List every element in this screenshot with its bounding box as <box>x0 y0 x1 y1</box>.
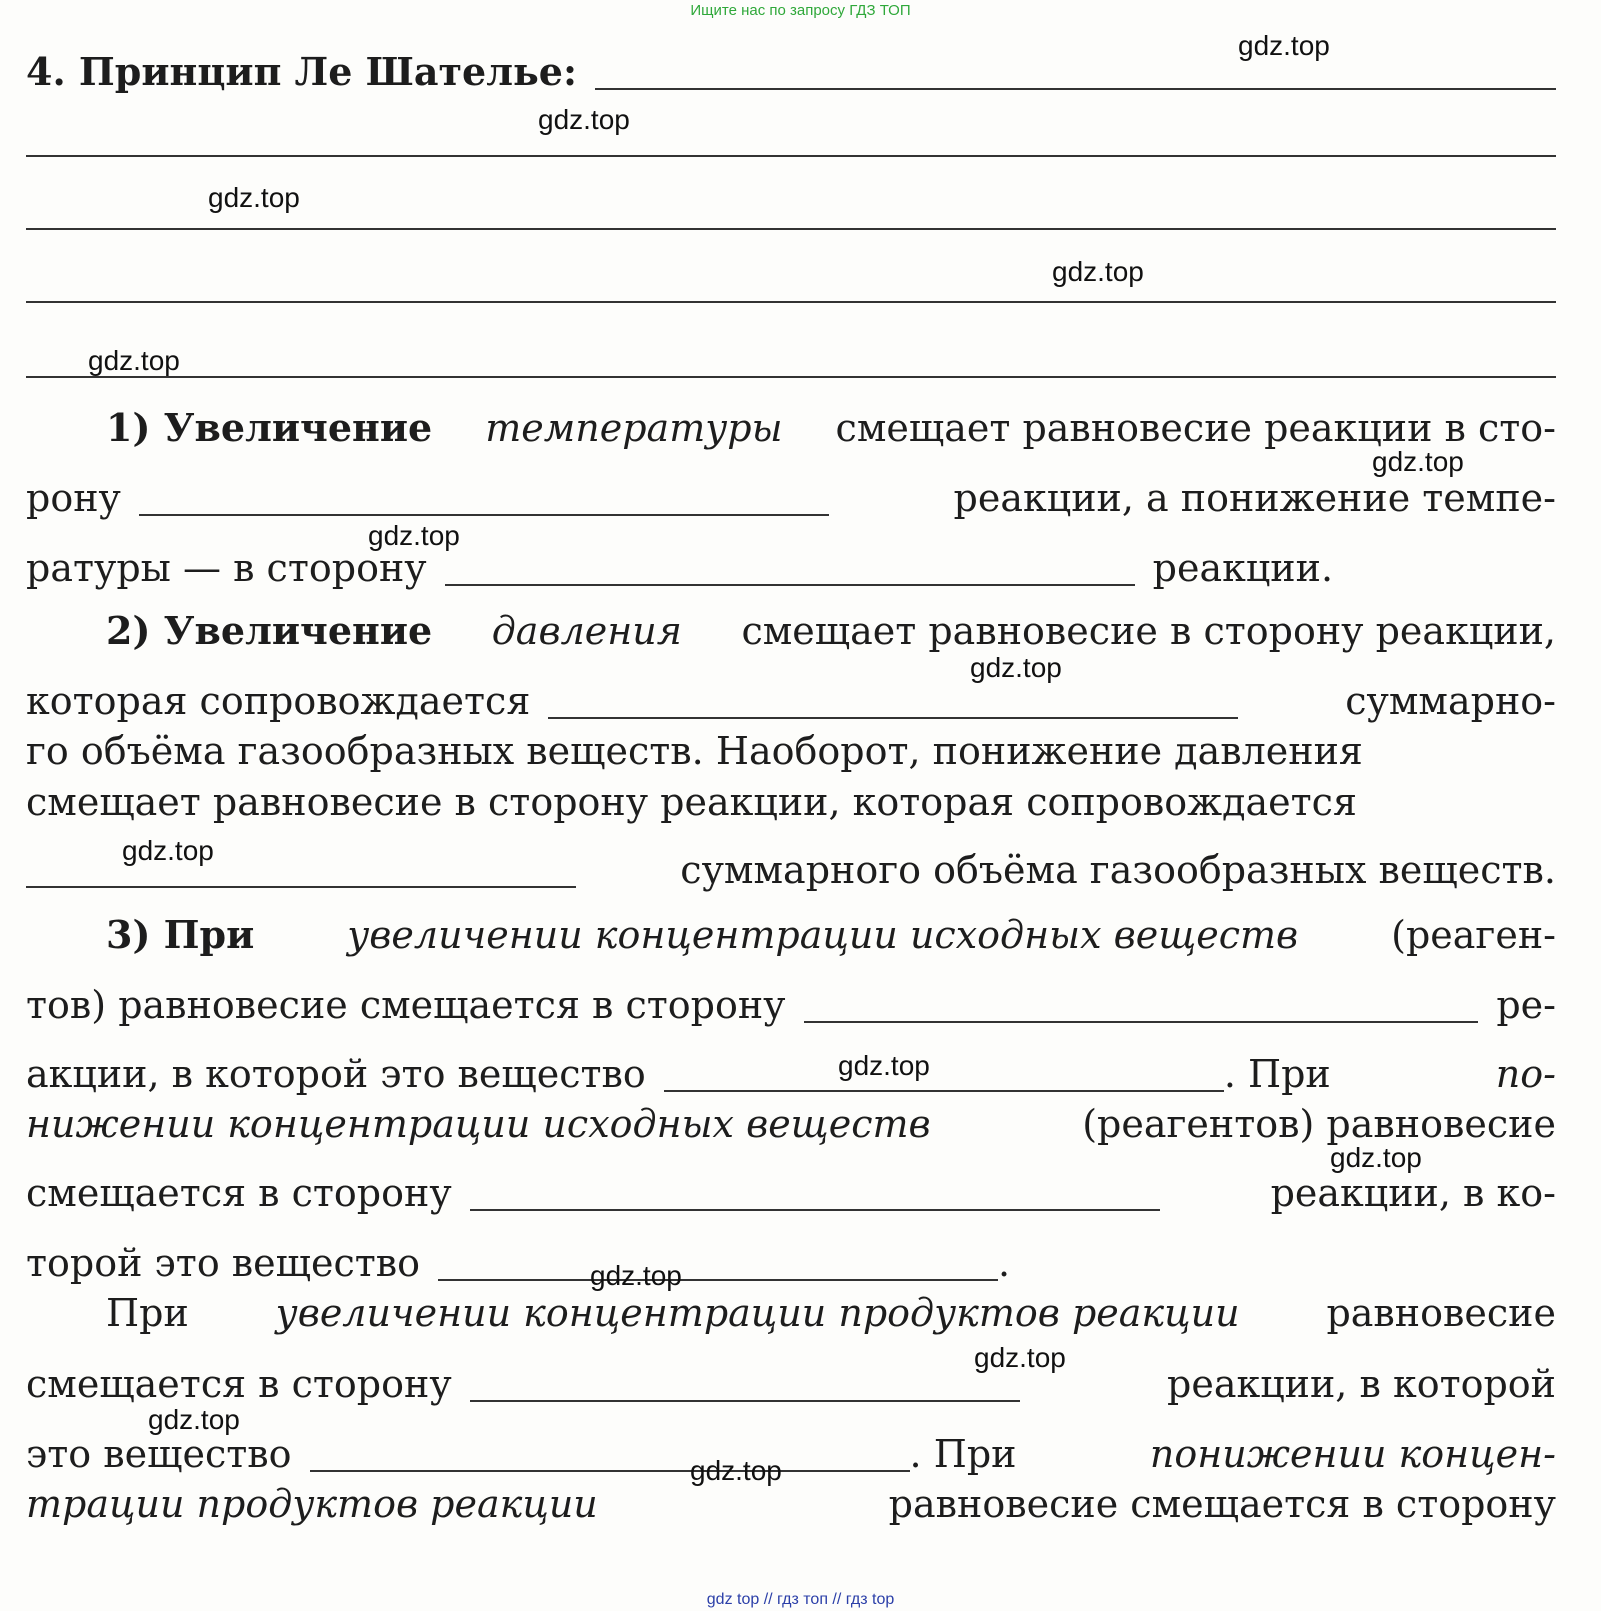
answer-blank <box>470 1185 1160 1211</box>
answer-blank <box>804 997 1479 1023</box>
p3-italic: нижении концентрации исходных веществ <box>26 1102 931 1146</box>
p1-text: реакции, а понижение темпе- <box>953 476 1556 520</box>
p3-line-5 <box>26 1171 1556 1215</box>
watermark: gdz.top <box>1238 30 1330 61</box>
p2-text: которая сопровождается <box>26 679 531 723</box>
watermark: gdz.top <box>368 520 460 551</box>
p2-text: суммарно- <box>1345 679 1556 723</box>
p1-italic: температуры <box>485 406 783 450</box>
p2-line-3 <box>26 729 1556 773</box>
p3-line-3 <box>26 1052 1556 1096</box>
p1-line-2 <box>26 476 1556 520</box>
p1-line-3 <box>26 546 1556 590</box>
p4-line-4 <box>26 1482 1556 1526</box>
answer-blank <box>26 862 576 888</box>
p2-line-4 <box>26 780 1556 824</box>
p2-text: смещает равновесие в сторону реакции, <box>741 609 1556 653</box>
p2-text: суммарного объёма газообразных веществ. <box>680 848 1556 892</box>
watermark: gdz.top <box>1372 446 1464 477</box>
watermark: gdz.top <box>1052 256 1144 287</box>
p3-line-6 <box>26 1241 1556 1285</box>
p4-line-3 <box>26 1432 1556 1476</box>
answer-blank <box>470 1376 1020 1402</box>
p3-text: торой это вещество <box>26 1241 421 1285</box>
footer-links[interactable]: gdz top // гдз топ // гдз top <box>706 1591 895 1608</box>
watermark: gdz.top <box>538 104 630 135</box>
watermark: gdz.top <box>148 1404 240 1435</box>
p3-text: . При <box>1223 1052 1331 1096</box>
answer-blank <box>438 1255 998 1281</box>
p1-label: 1) Увеличение <box>106 405 433 450</box>
p2-line-2 <box>26 679 1556 723</box>
p3-text: (реагентов) равновесие <box>1082 1102 1556 1146</box>
watermark: gdz.top <box>838 1050 930 1081</box>
answer-line <box>26 301 1556 303</box>
p4-text: При <box>106 1291 189 1335</box>
p4-text: . При <box>909 1432 1017 1476</box>
p3-text: реакции, в ко- <box>1270 1171 1556 1215</box>
answer-line <box>26 376 1556 378</box>
p3-italic: по- <box>1495 1052 1556 1096</box>
watermark: gdz.top <box>690 1455 782 1486</box>
heading: 4. Принцип Ле Шателье: <box>26 49 577 94</box>
p3-line-2 <box>26 983 1556 1027</box>
watermark: gdz.top <box>122 835 214 866</box>
watermark: gdz.top <box>208 182 300 213</box>
p4-line-1 <box>106 1291 1556 1335</box>
p4-italic: понижении концен- <box>1149 1432 1556 1476</box>
answer-blank <box>548 693 1238 719</box>
p1-text: смещает равновесие реакции в сто- <box>835 406 1556 450</box>
watermark: gdz.top <box>970 652 1062 683</box>
p3-text: смещается в сторону <box>26 1171 452 1215</box>
answer-blank <box>139 490 829 516</box>
p1-text: реакции. <box>1152 546 1334 590</box>
p3-label: 3) При <box>106 912 255 957</box>
p3-line-1 <box>106 912 1556 957</box>
watermark: gdz.top <box>1330 1142 1422 1173</box>
p4-line-2 <box>26 1362 1556 1406</box>
p2-line-1 <box>106 608 1556 653</box>
p4-italic: увеличении концентрации продуктов реакции <box>275 1291 1240 1335</box>
p3-text: ре- <box>1496 983 1556 1027</box>
p4-text: равновесие <box>1326 1291 1556 1335</box>
p3-text: (реаген- <box>1391 913 1556 957</box>
p4-text: смещается в сторону <box>26 1362 452 1406</box>
p4-text: равновесие смещается в сторону <box>888 1482 1556 1526</box>
p3-italic: увеличении концентрации исходных веществ <box>347 913 1299 957</box>
p2-label: 2) Увеличение <box>106 608 433 653</box>
answer-line <box>26 228 1556 230</box>
p2-text: го объёма газообразных веществ. Наоборот, понижение давления <box>26 729 1363 773</box>
p2-text: смещает равновесие в сторону реакции, которая сопровождается <box>26 780 1357 824</box>
p3-line-4 <box>26 1102 1556 1146</box>
heading-blank <box>595 64 1556 90</box>
top-banner[interactable]: Ищите нас по запросу ГДЗ ТОП <box>690 2 911 19</box>
watermark: gdz.top <box>590 1260 682 1291</box>
watermark: gdz.top <box>88 345 180 376</box>
answer-blank <box>664 1066 1224 1092</box>
p3-text: акции, в которой это вещество <box>26 1052 646 1096</box>
answer-line <box>26 155 1556 157</box>
p3-text: тов) равновесие смещается в сторону <box>26 983 786 1027</box>
p3-text: . <box>998 1241 1011 1285</box>
p1-text: рону <box>26 476 121 520</box>
p4-italic: трации продуктов реакции <box>26 1482 598 1526</box>
p1-text: ратуры — в сторону <box>26 546 427 590</box>
p1-line-1 <box>106 405 1556 450</box>
answer-blank <box>310 1446 910 1472</box>
watermark: gdz.top <box>974 1342 1066 1373</box>
p4-text: реакции, в которой <box>1167 1362 1556 1406</box>
answer-blank <box>445 560 1135 586</box>
p2-italic: давления <box>491 609 682 653</box>
p4-text: это вещество <box>26 1432 292 1476</box>
